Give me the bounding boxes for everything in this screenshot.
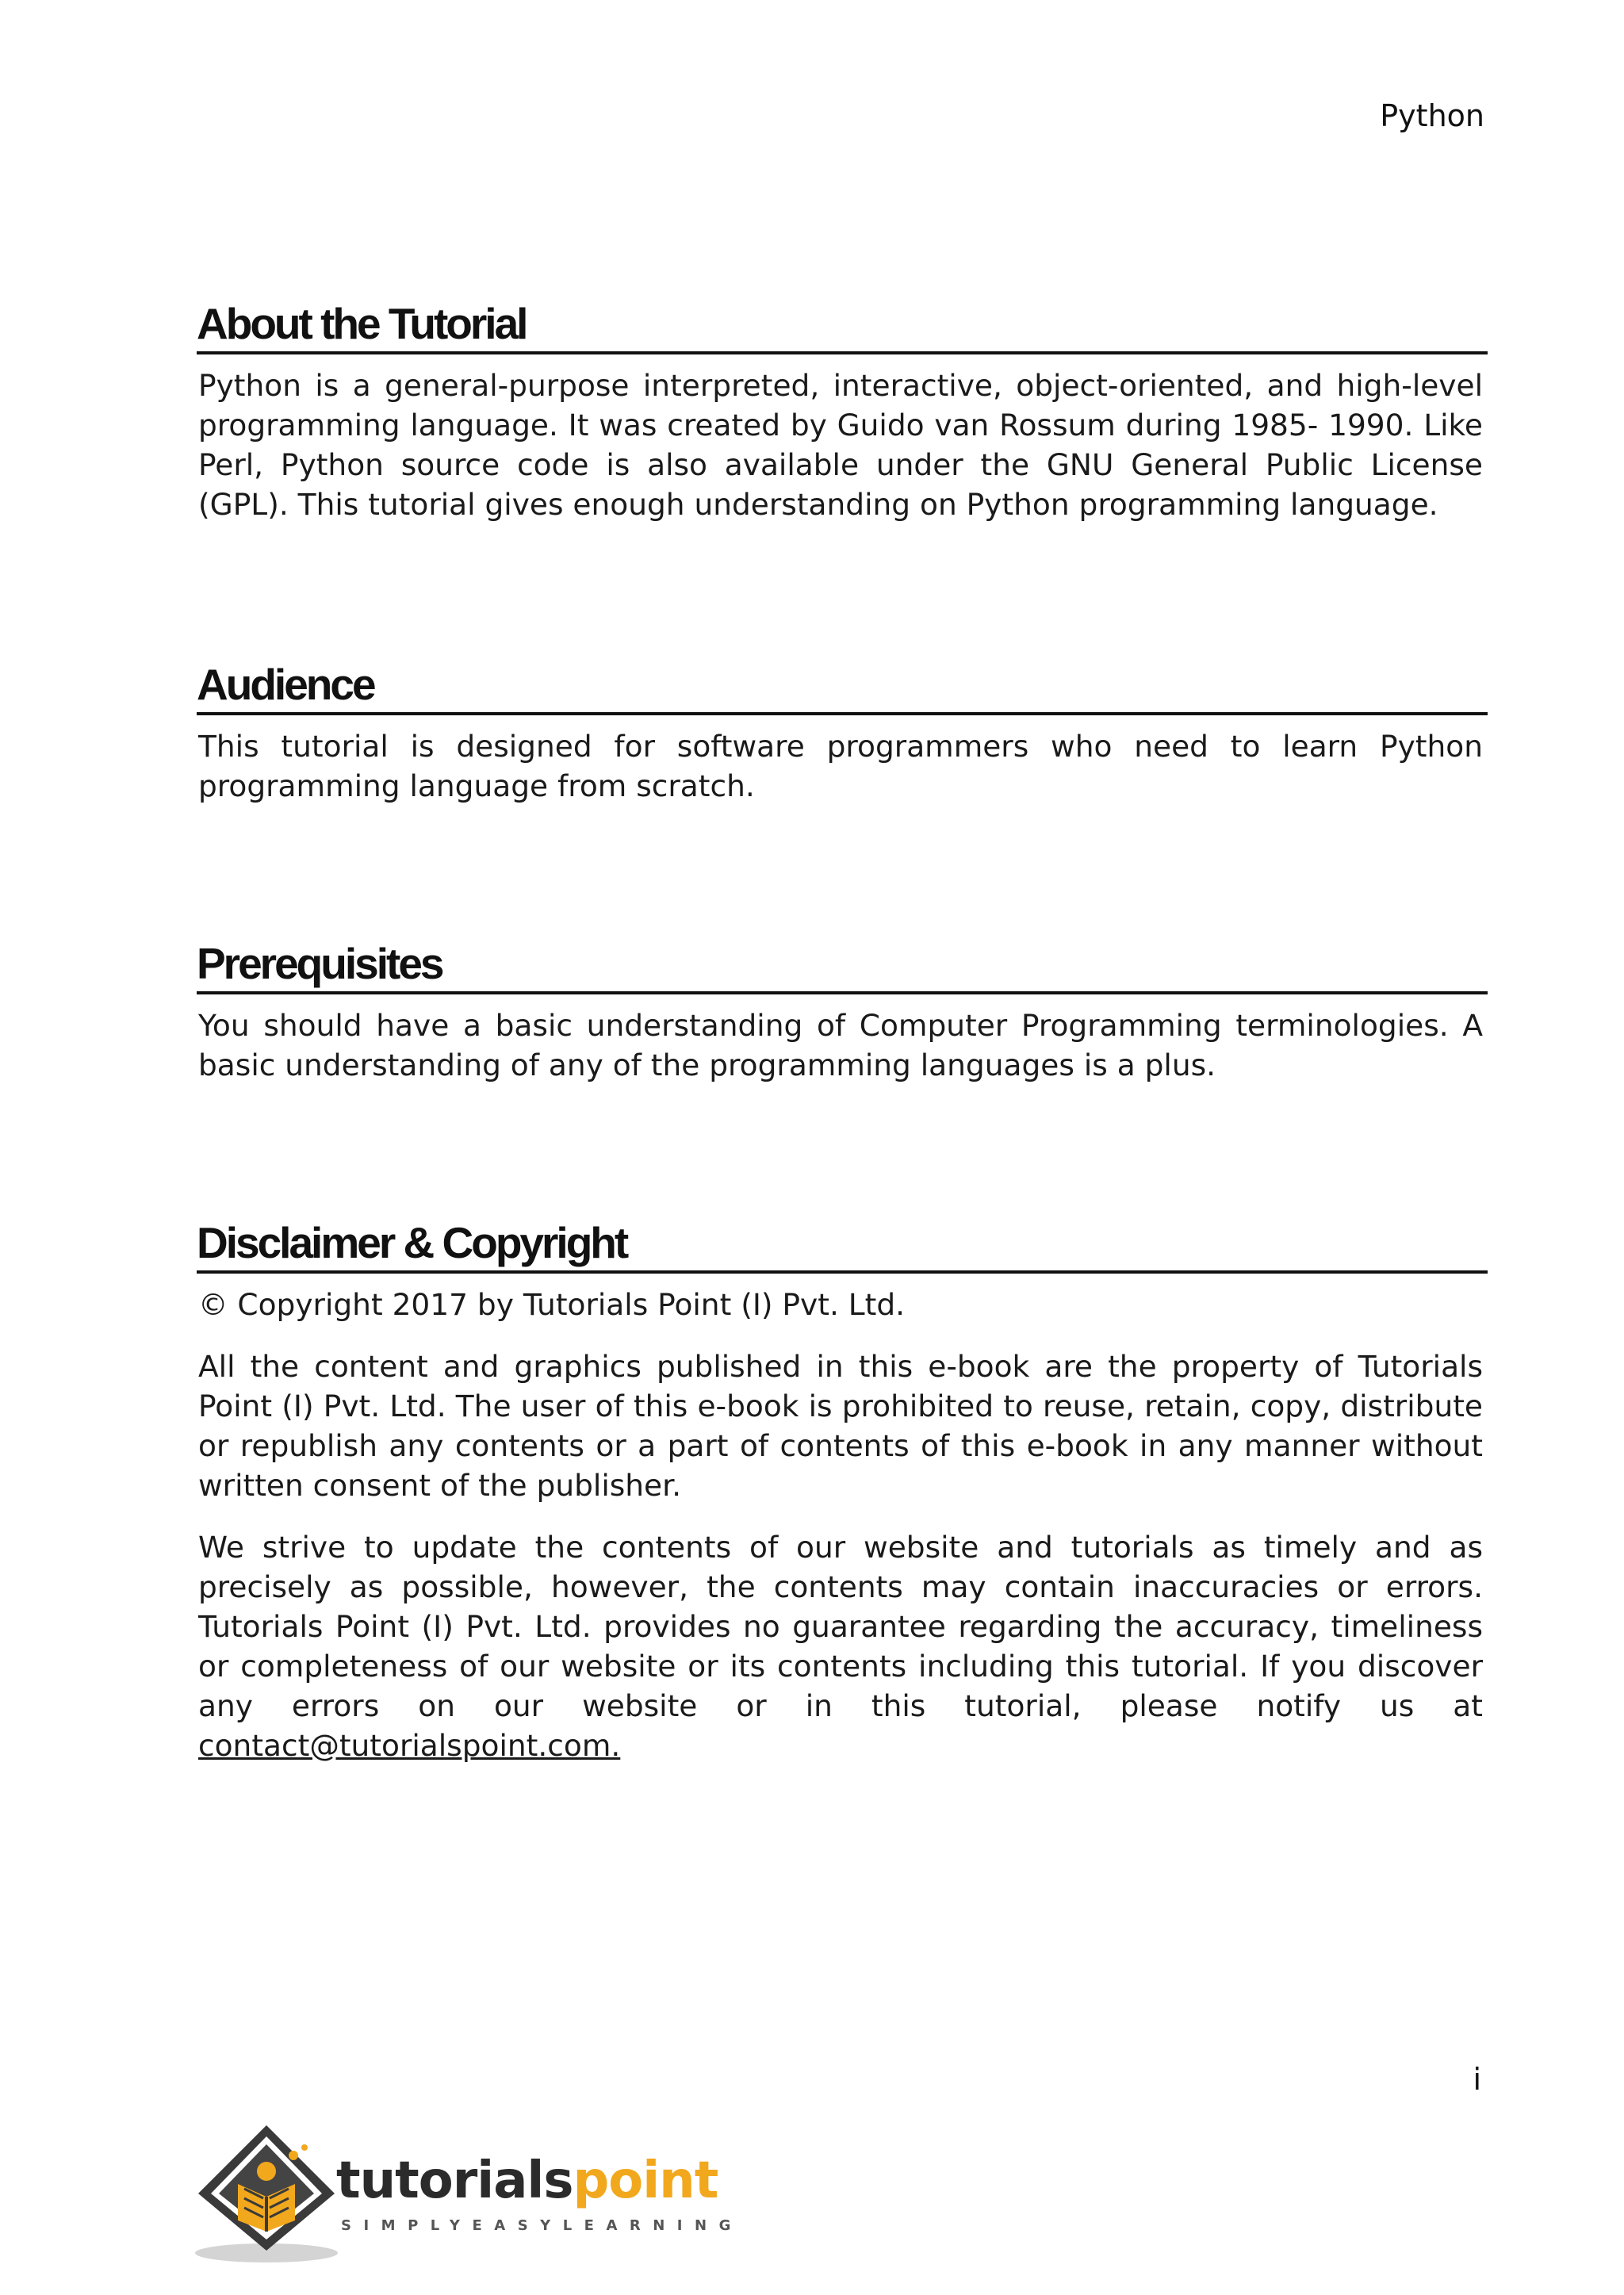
section-about-tutorial xyxy=(198,300,1483,524)
disclaimer-paragraph-1: All the content and graphics published in this e-book are the property of Tutorials Point (I) Pvt. Ltd. The user of this e-book is prohibited to reuse, retain, copy, distribute or republish any contents or a part of contents of this e-book in any manner without written consent of the publisher. xyxy=(198,1348,1483,1503)
page-number: i xyxy=(1473,2062,1481,2097)
section-heading-disclaimer: Disclaimer & Copyright xyxy=(197,1219,1488,1274)
logo-tagline: SIMPLYEASYLEARNING xyxy=(341,2217,743,2234)
section-audience xyxy=(198,661,1483,806)
logo-emblem-icon xyxy=(195,2122,354,2265)
tutorialspoint-logo xyxy=(195,2122,743,2265)
section-disclaimer-copyright xyxy=(198,1219,1483,1765)
logo-word-point: point xyxy=(573,2151,718,2210)
about-paragraph: Python is a general-purpose interpreted, interactive, object-oriented, and high-level programming language. It was created by Guido van Rossum during 1985- 1990. Like Perl, Python source code is also available under the GNU General Public License (GPL). This tutorial gives enough understanding on Python programming language. xyxy=(198,367,1483,522)
disclaimer-paragraph-2-block xyxy=(198,1527,1483,1765)
logo-wordmark xyxy=(336,2151,718,2210)
section-heading-prerequisites: Prerequisites xyxy=(197,940,1488,994)
disclaimer-paragraph-2: We strive to update the contents of our website and tutorials as timely and as precisely as possible, however, the contents may contain inaccuracies or errors. Tutorials Point (I) Pvt. Ltd. provides no guarantee regarding the accuracy, timeliness or completeness of our website or its contents including this tutorial. If you discover any errors on our website or in this tutorial, please notify us at xyxy=(198,1529,1483,1723)
section-heading-about: About the Tutorial xyxy=(197,300,1488,354)
prerequisites-paragraph: You should have a basic understanding of Computer Programming terminologies. A basic understanding of any of the programming languages is a plus. xyxy=(198,1007,1483,1082)
running-header: Python xyxy=(1380,98,1484,133)
copyright-line: © Copyright 2017 by Tutorials Point (I) Pvt. Ltd. xyxy=(198,1286,906,1322)
section-prerequisites xyxy=(198,940,1483,1085)
section-heading-audience: Audience xyxy=(197,661,1488,715)
contact-email-link[interactable]: contact@tutorialspoint.com. xyxy=(198,1727,621,1763)
logo-word-tutorials: tutorials xyxy=(336,2151,573,2210)
audience-paragraph: This tutorial is designed for software programmers who need to learn Python programming language from scratch. xyxy=(198,728,1483,803)
